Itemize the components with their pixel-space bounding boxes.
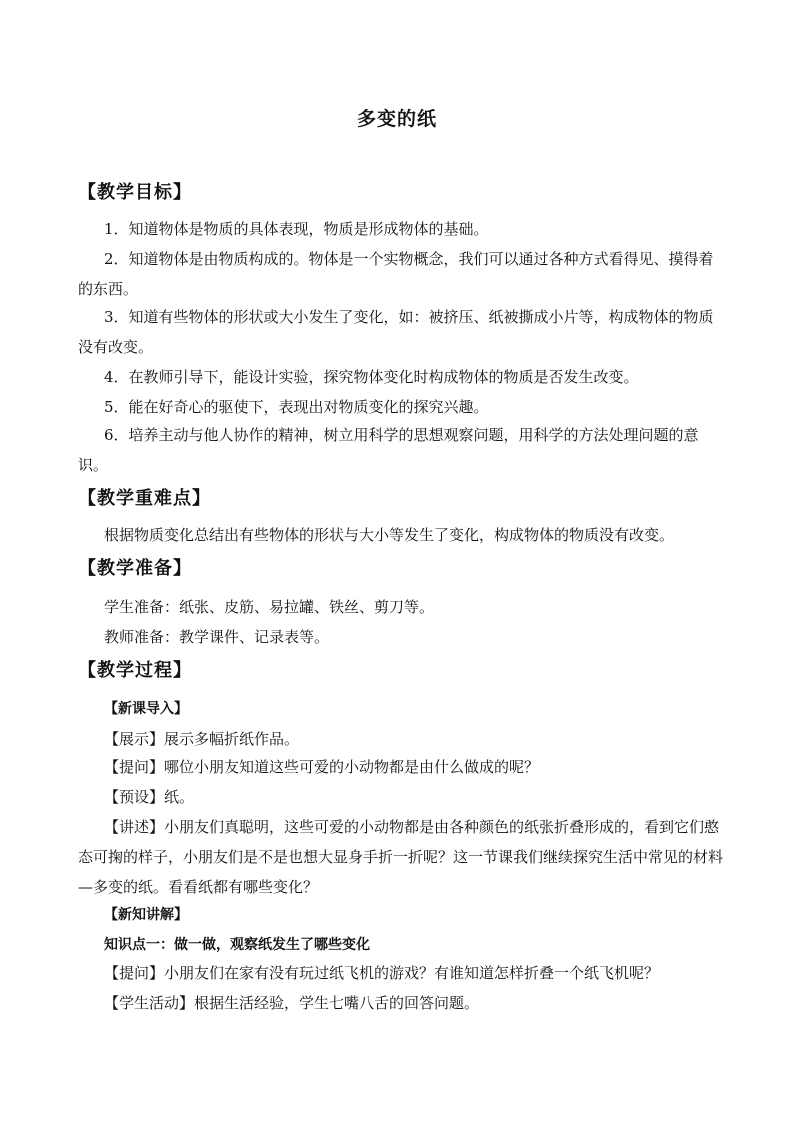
knowledge-point-1: 知识点一：做一做，观察纸发生了哪些变化 bbox=[104, 937, 370, 953]
heading-process: 【教学过程】 bbox=[78, 660, 192, 681]
student-activity: 【学生活动】根据生活经验，学生七嘴八舌的回答问题。 bbox=[104, 994, 480, 1012]
preparation-teacher: 教师准备：教学课件、记录表等。 bbox=[104, 628, 330, 646]
subheading-intro: 【新课导入】 bbox=[104, 701, 188, 717]
page-title: 多变的纸 bbox=[356, 108, 437, 130]
preparation-students: 学生准备：纸张、皮筋、易拉罐、铁丝、剪刀等。 bbox=[104, 598, 435, 616]
intro-line-preset: 【预设】纸。 bbox=[104, 788, 195, 806]
intro-line-show: 【展示】展示多幅折纸作品。 bbox=[104, 730, 300, 748]
question-paper-plane: 【提问】小朋友们在家有没有玩过纸飞机的游戏？有谁知道怎样折叠一个纸飞机呢？ bbox=[104, 964, 660, 982]
intro-line-question: 【提问】哪位小朋友知道这些可爱的小动物都是由什么做成的呢？ bbox=[104, 758, 540, 776]
subheading-new-knowledge: 【新知讲解】 bbox=[104, 907, 188, 923]
lecture-paragraph: 【讲述】小朋友们真聪明，这些可爱的小动物都是由各种颜色的纸张折叠形成的，看到它们憨态可掬的样子，小朋友们是不是也想大显身手折一折呢？这一节课我们继续探究生活中常见的材料—多变的纸。看看纸都有哪些变化？ bbox=[78, 818, 724, 896]
goal-item-5: 5．能在好奇心的驱使下，表现出对物质变化的探究兴趣。 bbox=[104, 398, 489, 416]
goal-item-4: 4．在教师引导下，能设计实验，探究物体变化时构成物体的物质是否发生改变。 bbox=[104, 368, 639, 386]
goal-item-6: 6．培养主动与他人协作的精神，树立用科学的思想观察问题，用科学的方法处理问题的意识。 bbox=[78, 426, 699, 474]
heading-key-points: 【教学重难点】 bbox=[78, 488, 211, 509]
goal-item-2: 2．知道物体是由物质构成的。物体是一个实物概念，我们可以通过各种方式看得见、摸得着的东西。 bbox=[78, 250, 714, 298]
key-points-text: 根据物质变化总结出有些物体的形状与大小等发生了变化，构成物体的物质没有改变。 bbox=[104, 526, 675, 544]
goal-item-3: 3．知道有些物体的形状或大小发生了变化，如：被挤压、纸被撕成小片等，构成物体的物质没有改变。 bbox=[78, 308, 714, 356]
heading-preparation: 【教学准备】 bbox=[78, 558, 192, 579]
goal-item-1: 1．知道物体是物质的具体表现，物质是形成物体的基础。 bbox=[104, 220, 489, 238]
heading-teaching-goals: 【教学目标】 bbox=[78, 182, 192, 203]
